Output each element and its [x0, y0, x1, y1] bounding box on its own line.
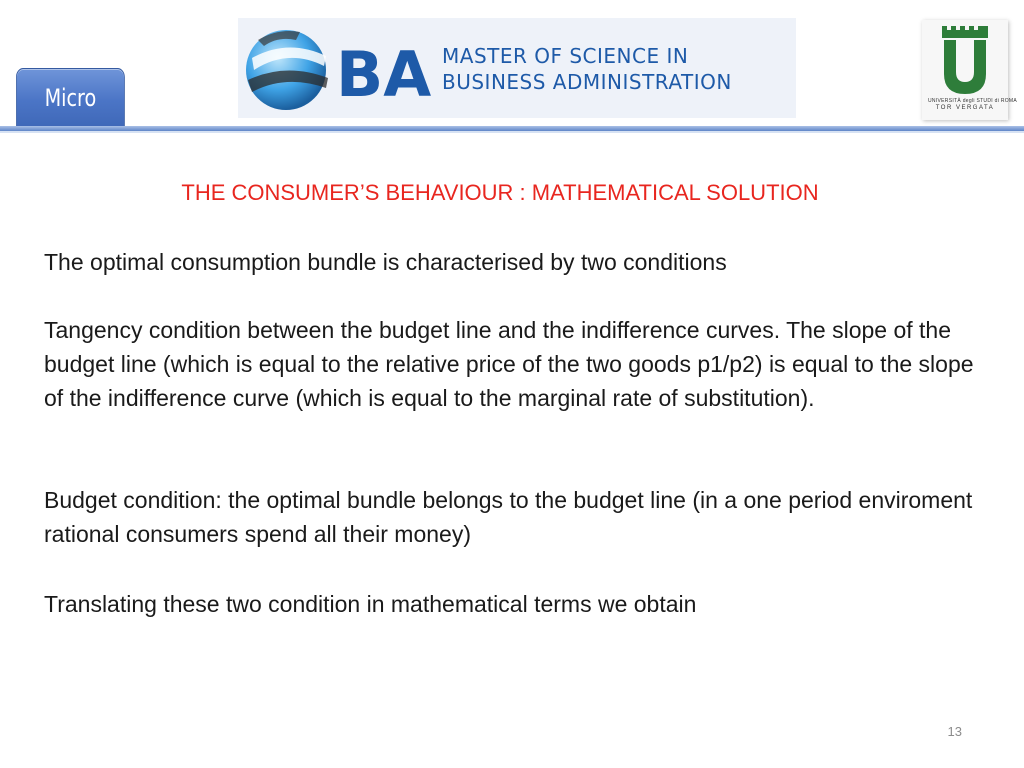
paragraph-intro: The optimal consumption bundle is characterised by two conditions: [44, 249, 727, 275]
paragraph-tangency-condition: Tangency condition between the budget line and the indifference curves. The slope of the budget line (which is equal to the relative price of the two goods p1/p2) is equal to the slope of the indifference curve (which is equal to the marginal rate of substitution).: [44, 317, 974, 411]
banner-line-2: BUSINESS ADMINISTRATION: [442, 70, 732, 94]
paragraph-budget-condition: Budget condition: the optimal bundle belongs to the budget line (in a one period enviroment rational consumers spend all their money): [44, 487, 973, 547]
section-tab-label: Micro: [44, 84, 97, 112]
paragraph-translation: Translating these two condition in mathematical terms we obtain: [44, 591, 697, 617]
section-tab-micro[interactable]: [16, 68, 125, 128]
page-number: 13: [947, 724, 962, 739]
banner-initials: BA: [336, 38, 432, 111]
university-caption-2: TOR VERGATA: [935, 105, 995, 111]
header-divider-light: [0, 131, 1024, 133]
slide-title: THE CONSUMER’S BEHAVIOUR : MATHEMATICAL SOLUTION: [181, 180, 819, 205]
university-caption-1: UNIVERSITÀ degli STUDI di ROMA: [928, 98, 1018, 104]
banner-line-1: MASTER OF SCIENCE IN: [442, 44, 689, 68]
globe-icon: [238, 18, 796, 118]
university-logo: [922, 20, 1018, 120]
mba-banner-logo: [238, 18, 796, 118]
